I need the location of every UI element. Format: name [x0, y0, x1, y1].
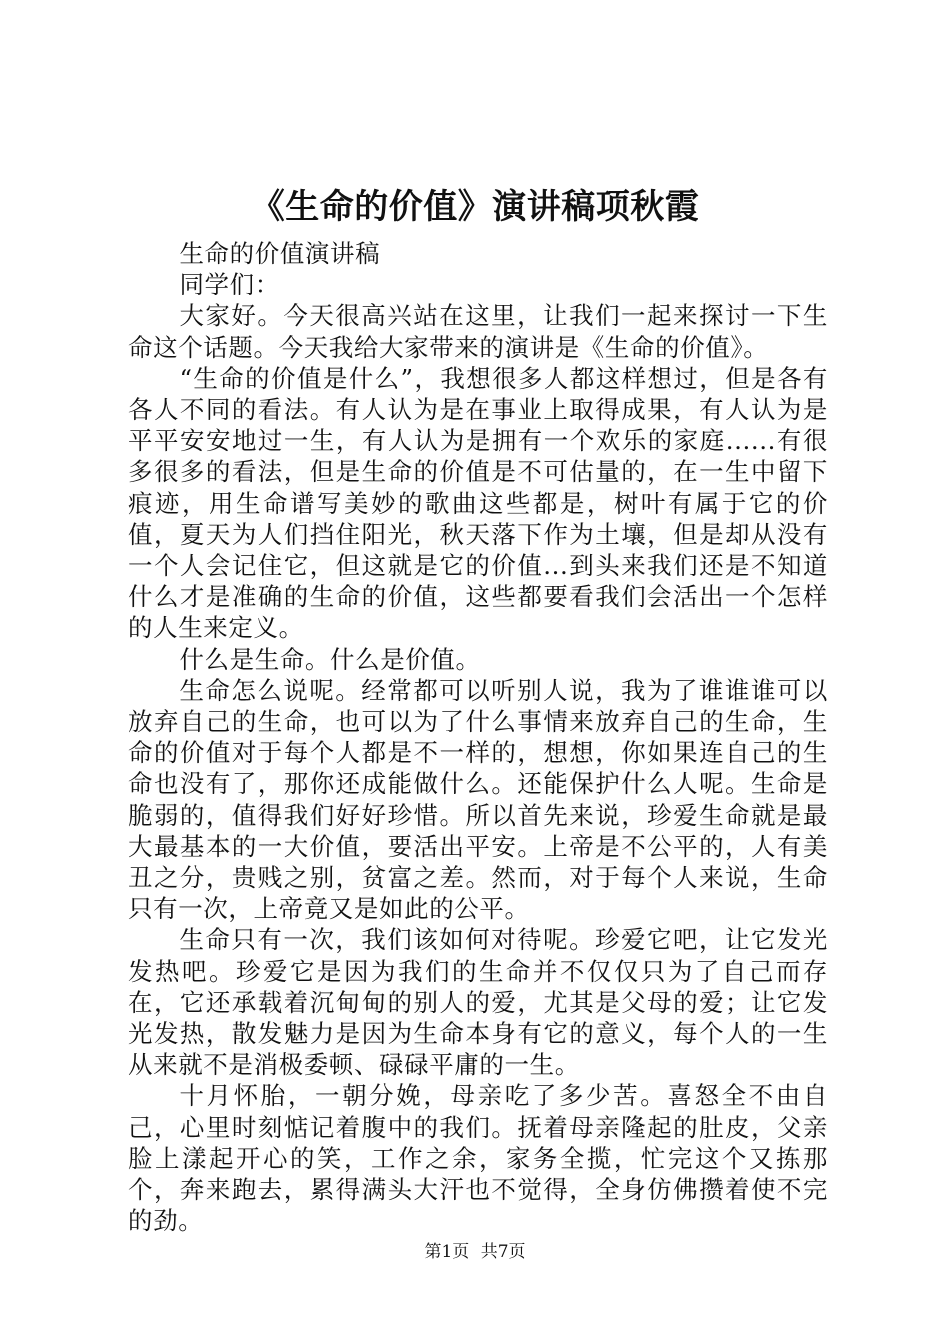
- document-body: [128, 238, 828, 1237]
- paragraph-subtitle: 生命的价值演讲稿: [179, 239, 381, 268]
- paragraph-salutation: 同学们：: [179, 270, 280, 300]
- paragraph: 大家好。今天很高兴站在这里，让我们一起来探讨一下生命这个话题。今天我给大家带来的演讲是《生命的价值》。: [128, 301, 828, 362]
- page-number: 第1页: [424, 1242, 470, 1262]
- paragraph: 十月怀胎，一朝分娩，母亲吃了多少苦。喜怒全不由自己，心里时刻惦记着腹中的我们。抚着母亲隆起的肚皮，父亲脸上漾起开心的笑，工作之余，家务全揽，忙完这个又拣那个，奔来跑去，累得满头大汗也不觉得，全身仿佛攒着使不完的劲。: [128, 1081, 828, 1236]
- page-total: 共7页: [480, 1242, 526, 1262]
- paragraph: 生命只有一次，我们该如何对待呢。珍爱它吧，让它发光发热吧。珍爱它是因为我们的生命并不仅仅只为了自己而存在，它还承载着沉甸甸的别人的爱，尤其是父母的爱；让它发光发热，散发魅力是因为生命本身有它的意义，每个人的一生从来就不是消极委顿、碌碌平庸的一生。: [128, 925, 828, 1080]
- paragraph: “生命的价值是什么”，我想很多人都这样想过，但是各有各人不同的看法。有人认为是在事业上取得成果，有人认为是平平安安地过一生，有人认为是拥有一个欢乐的家庭......有很多很多的看法，但是生命的价值是不可估量的，在一生中留下痕迹，用生命谱写美妙的歌曲这些都是，树叶有属于它的价值，夏天为人们挡住阳光，秋天落下作为土壤，但是却从没有一个人会记住它，但这就是它的价值...到头来我们还是不知道什么才是准确的生命的价值，这些都要看我们会活出一个怎样的人生来定义。: [128, 363, 828, 643]
- page-footer: [0, 1241, 950, 1263]
- document-title: 《生命的价值》演讲稿项秋霞: [250, 187, 700, 227]
- paragraph: 生命怎么说呢。经常都可以听别人说，我为了谁谁谁可以放弃自己的生命，也可以为了什么事情来放弃自己的生命，生命的价值对于每个人都是不一样的，想想，你如果连自己的生命也没有了，那你还成能做什么。还能保护什么人呢。生命是脆弱的，值得我们好好珍惜。所以首先来说，珍爱生命就是最大最基本的一大价值，要活出平安。上帝是不公平的，人有美丑之分，贵贱之别，贫富之差。然而，对于每个人来说，生命只有一次，上帝竟又是如此的公平。: [128, 675, 828, 924]
- paragraph: 什么是生命。什么是价值。: [179, 644, 481, 674]
